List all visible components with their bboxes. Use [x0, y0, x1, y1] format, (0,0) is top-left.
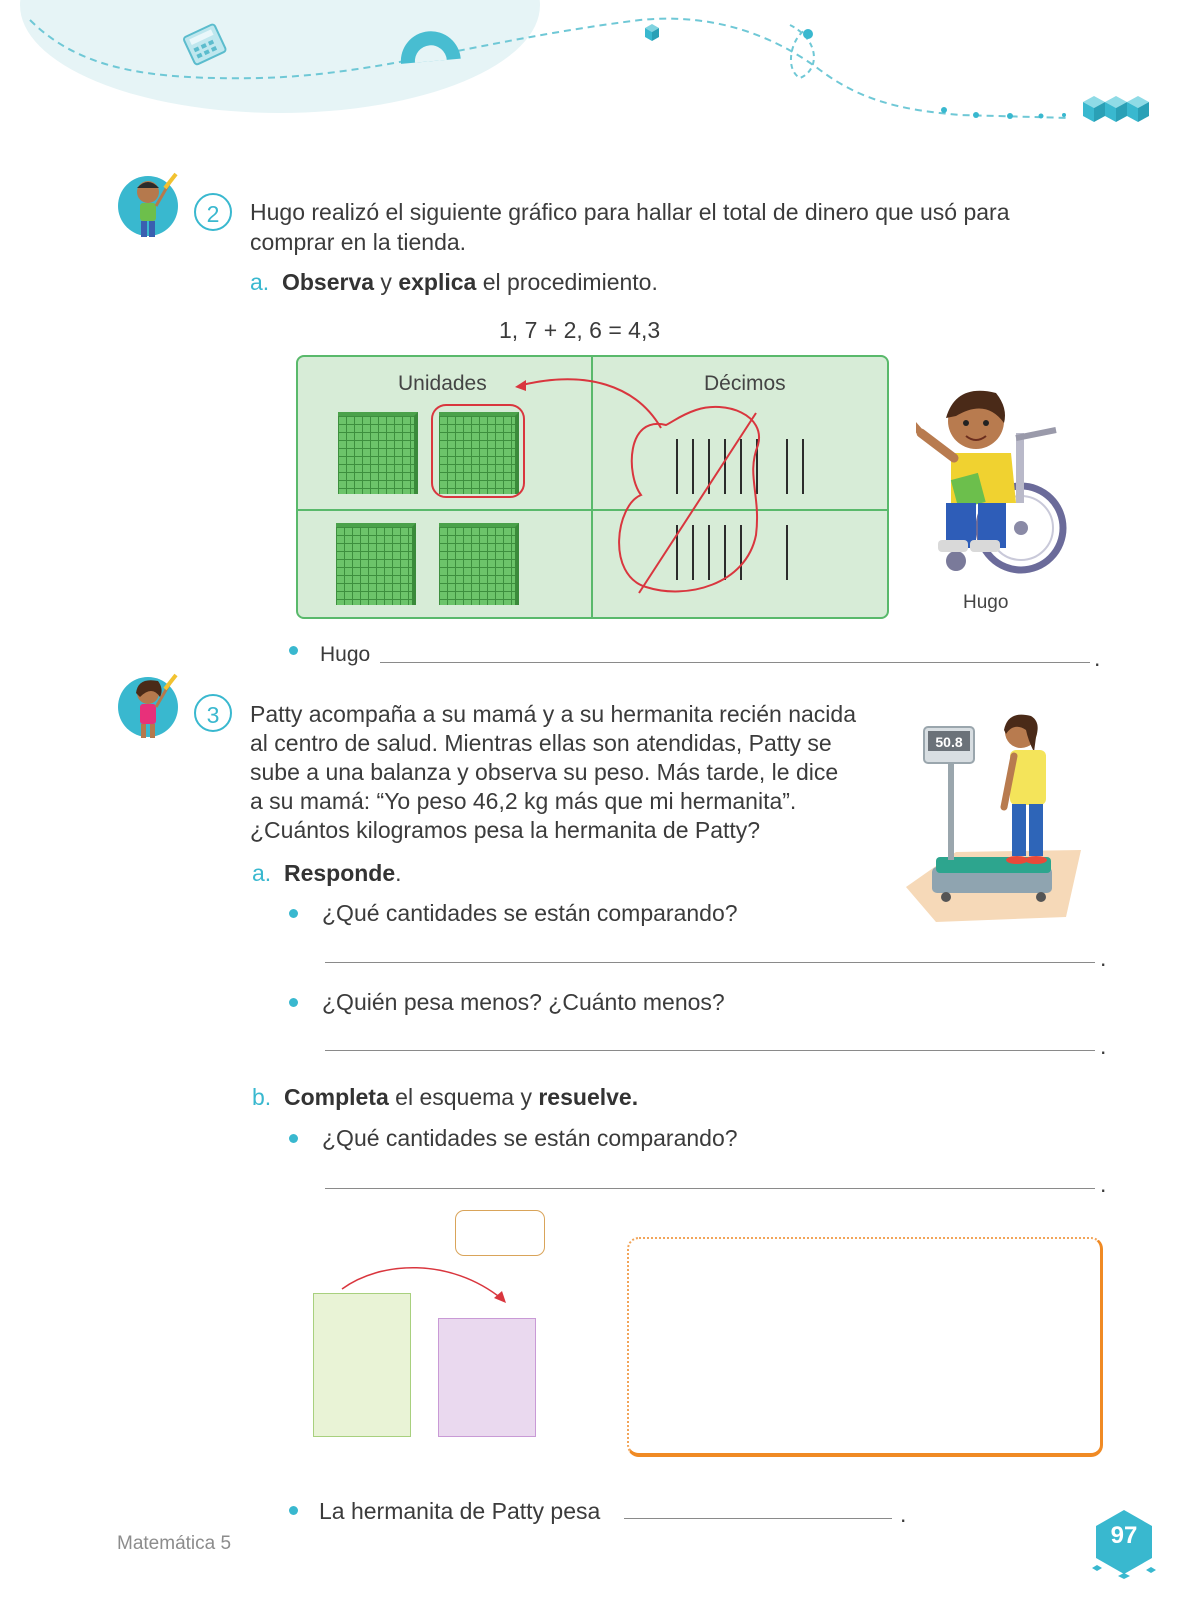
bullet — [289, 646, 298, 655]
cube-icon — [645, 24, 659, 41]
exercise-3-number: 3 — [194, 694, 232, 732]
final-answer-line[interactable] — [624, 1518, 892, 1519]
exercise-3-prompt-line: ¿Cuántos kilogramos pesa la hermanita de Patty? — [250, 817, 761, 843]
verb-responde: Responde — [283, 860, 396, 886]
conj-y: y — [380, 269, 392, 295]
part-b-mid: el esquema y — [395, 1084, 532, 1110]
hugo-answer-label: Hugo — [320, 643, 371, 666]
period: . — [395, 860, 402, 886]
exercise-3-prompt-line: Patty acompaña a su mamá y a su hermanita recién nacida — [250, 701, 856, 727]
part-a-letter: a. — [252, 860, 272, 886]
patty-scale-illustration — [896, 692, 1086, 922]
bullet — [289, 1506, 298, 1515]
boy-avatar-icon — [118, 172, 182, 248]
question-who-weighs-less: ¿Quién pesa menos? ¿Cuánto menos? — [322, 989, 725, 1015]
book-title: Matemática 5 — [117, 1533, 232, 1554]
bar-patty[interactable] — [313, 1293, 411, 1437]
hugo-wheelchair-illustration — [916, 378, 1086, 588]
exercise-2-number: 2 — [194, 193, 232, 231]
verb-explica: explica — [398, 269, 477, 295]
answer-line-2[interactable] — [325, 1050, 1095, 1051]
line-end-dot: . — [1094, 645, 1101, 671]
bullet — [289, 909, 298, 918]
line-end-dot: . — [1100, 1033, 1107, 1059]
verb-completa: Completa — [283, 1084, 389, 1110]
scale-display: 50.8 — [935, 734, 963, 750]
girl-avatar-icon — [118, 673, 182, 749]
question-compared-quantities-b: ¿Qué cantidades se están comparando? — [322, 1125, 738, 1151]
bullet — [289, 1134, 298, 1143]
equation: 1, 7 + 2, 6 = 4,3 — [499, 317, 661, 343]
part-a-rest: el procedimiento. — [482, 269, 658, 295]
final-answer-label: La hermanita de Patty pesa — [319, 1498, 601, 1524]
bar-baby-sister[interactable] — [438, 1318, 536, 1437]
tenths-header: Décimos — [704, 372, 786, 395]
exercise-3-prompt-line: sube a una balanza y observa su peso. Más tarde, le dice — [250, 759, 839, 785]
exercise-3-prompt-line: a su mamá: “Yo peso 46,2 kg más que mi hermanita”. — [250, 788, 797, 814]
difference-box[interactable] — [455, 1210, 545, 1256]
exercise-2-prompt-line2: comprar en la tienda. — [250, 229, 467, 255]
exercise-3-part-a — [252, 859, 402, 888]
part-a-letter: a. — [250, 269, 270, 295]
part-b-letter: b. — [252, 1084, 272, 1110]
exercise-3-prompt-line: al centro de salud. Mientras ellas son atendidas, Patty se — [250, 730, 832, 756]
regroup-annotation — [296, 355, 889, 619]
exercise-2-part-a — [250, 268, 658, 297]
verb-resuelve: resuelve. — [538, 1084, 639, 1110]
exercise-3-part-b — [252, 1083, 638, 1112]
verb-observa: Observa — [281, 269, 375, 295]
answer-line-3[interactable] — [325, 1188, 1095, 1189]
line-end-dot: . — [1100, 1171, 1107, 1197]
question-compared-quantities: ¿Qué cantidades se están comparando? — [322, 900, 738, 926]
bullet — [289, 998, 298, 1007]
cubes-icon — [1083, 96, 1149, 122]
page-number: 97 — [1110, 1522, 1138, 1549]
line-end-dot: . — [900, 1501, 907, 1527]
line-end-dot: . — [1100, 945, 1107, 971]
units-header: Unidades — [398, 372, 487, 395]
exercise-2-prompt-line1: Hugo realizó el siguiente gráfico para hallar el total de dinero que usó para — [250, 199, 1010, 225]
hugo-caption: Hugo — [963, 592, 1009, 613]
hugo-answer-line[interactable] — [380, 662, 1090, 663]
header-decoration — [0, 0, 1193, 140]
work-area-box[interactable] — [627, 1237, 1103, 1457]
answer-line-1[interactable] — [325, 962, 1095, 963]
